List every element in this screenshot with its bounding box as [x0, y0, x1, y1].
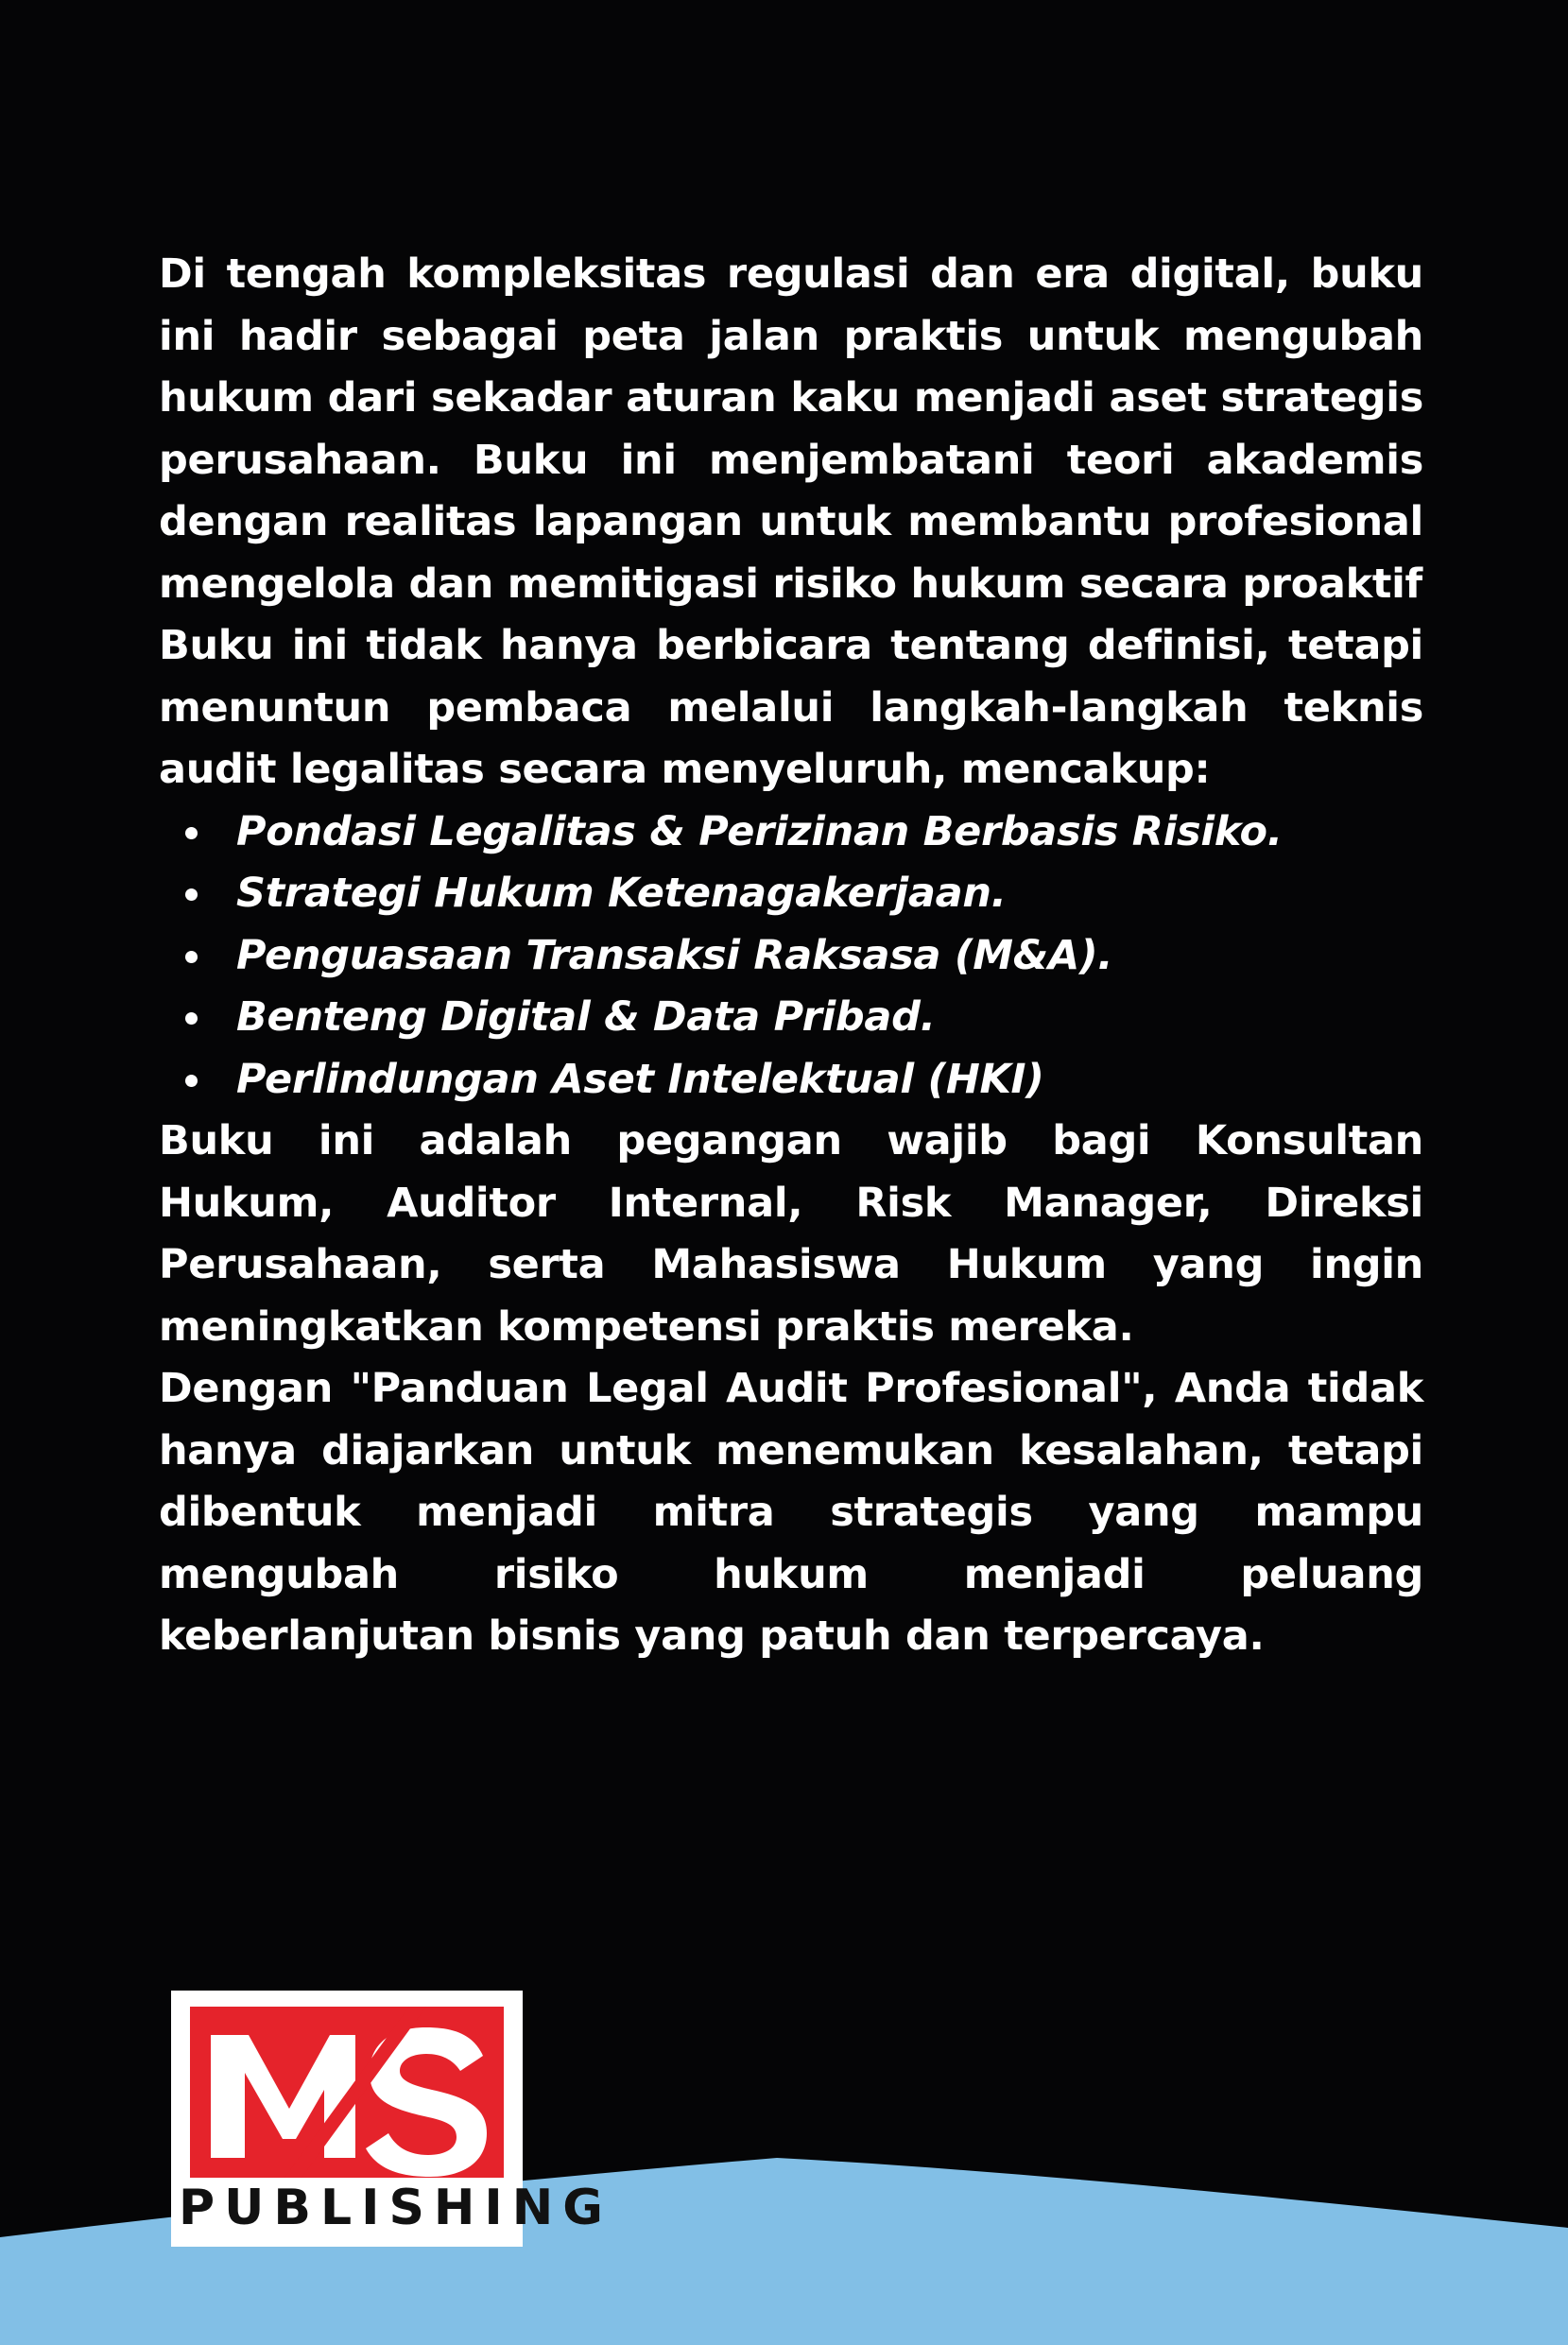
intro-paragraph: Di tengah kompleksitas regulasi dan era digital, buku ini hadir sebagai peta jalan praktis untuk mengubah hukum dari sekadar aturan kaku menjadi aset strategis perusahaan. Buku ini menjembatani teori akademis dengan realitas lapangan untuk membantu profesional mengelola dan memitigasi risiko hukum secara proaktif: [159, 250, 1423, 608]
topic-item: Benteng Digital & Data Pribad.: [159, 987, 1423, 1049]
topic-item: Pondasi Legalitas & Perizinan Berbasis Risiko.: [159, 802, 1423, 864]
topic-item: Perlindungan Aset Intelektual (HKI): [159, 1049, 1423, 1112]
back-cover-blurb: [159, 244, 1423, 1668]
topic-item: Penguasaan Transaksi Raksasa (M&A).: [159, 925, 1423, 988]
audience-paragraph: Buku ini adalah pegangan wajib bagi Konsultan Hukum, Auditor Internal, Risk Manager, Direksi Perusahaan, serta Mahasiswa Hukum yang ingin meningkatkan kompetensi praktis mereka.: [159, 1117, 1423, 1351]
publisher-logo: [171, 1991, 612, 2247]
ms-publishing-logo-icon: [190, 2007, 504, 2178]
topic-item: Strategi Hukum Ketenagakerjaan.: [159, 863, 1423, 925]
publisher-name: PUBLISHING: [179, 2180, 612, 2236]
topic-list: [159, 802, 1423, 1112]
closing-paragraph: Dengan "Panduan Legal Audit Profesional", Anda tidak hanya diajarkan untuk menemukan kesalahan, tetapi dibentuk menjadi mitra strategis yang mampu mengubah risiko hukum menjadi peluang keberlanjutan bisnis yang patuh dan terpercaya.: [159, 1365, 1423, 1660]
scope-paragraph: Buku ini tidak hanya berbicara tentang definisi, tetapi menuntun pembaca melalui langkah-langkah teknis audit legalitas secara menyeluruh, mencakup:: [159, 622, 1423, 793]
